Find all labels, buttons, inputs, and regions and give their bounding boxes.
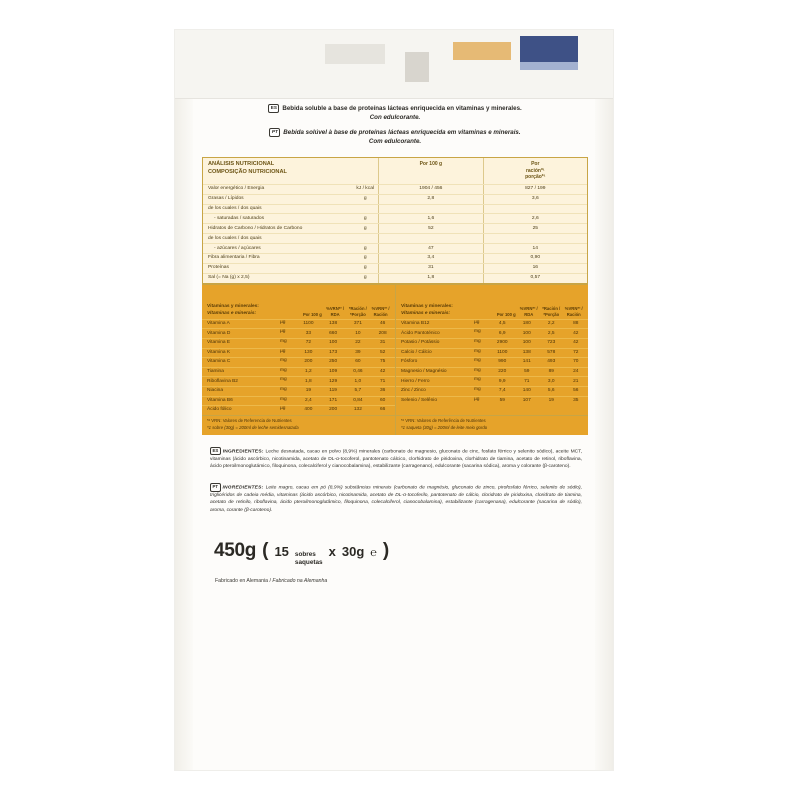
vitamin-vrn-portion: 71: [379, 378, 386, 384]
vitamins-right-col3: *Ración / *Porção: [542, 306, 561, 317]
vitamin-vrn-portion: 208: [378, 330, 387, 336]
weight-paren-close: ): [382, 540, 390, 562]
vitamin-name: Vitamina D: [207, 330, 231, 336]
vitamin-name: Potasio / Potássio: [401, 340, 440, 346]
nutrition-col-portion: [483, 158, 587, 184]
nutrition-row-per100: 52: [378, 224, 482, 233]
nutrition-row-per100: 1904 / 456: [378, 185, 482, 194]
nutrition-row: [203, 253, 587, 263]
nutrition-rows: [203, 184, 587, 283]
nutrition-row-unit: kJ / kcal: [356, 186, 375, 192]
vitamin-vrn-portion: 70: [573, 359, 579, 365]
claim-pt-sub: Com edulcorante.: [368, 137, 422, 145]
vitamin-name: Magnesio / Magnésio: [401, 368, 447, 374]
nutrition-row-per100: 2,8: [378, 195, 482, 204]
vitamin-unit: mg: [474, 387, 481, 393]
vitamin-row: [202, 338, 395, 348]
vitamin-per100: 4,5: [498, 320, 506, 326]
nutrition-row-portion: 25: [483, 224, 587, 233]
flag-pt-icon: PT: [269, 128, 280, 137]
vitamin-unit: µg: [474, 396, 480, 402]
vitamin-vrn-portion: 75: [379, 359, 386, 365]
nutrition-row: [203, 184, 587, 194]
nutrition-row-name: Fibra alimentaria / Fibra: [208, 255, 260, 261]
nutrition-row-unit: g: [363, 245, 367, 251]
vitamin-row: [202, 376, 395, 386]
vitamin-per100: 72: [305, 340, 312, 346]
nutrition-row-per100: [378, 234, 482, 243]
vitamin-row: [396, 319, 588, 329]
top-graphic-grey-band: [325, 44, 385, 64]
vitamin-vrn100: 109: [329, 368, 338, 374]
vitamin-row: [396, 376, 588, 386]
nutrition-row: [203, 194, 587, 204]
vitamins-column-left: [202, 285, 395, 415]
footnote-pt-1: *² VRN: Valores de Referência de Nutrientes: [401, 418, 486, 424]
nutrition-row: [203, 263, 587, 273]
vitamin-per100: 2,4: [305, 397, 312, 403]
nutrition-row-per100: 1,8: [378, 274, 482, 283]
vitamin-vrn-portion: 21: [573, 378, 579, 384]
vitamin-vrn100: 138: [329, 320, 338, 326]
vitamin-per100: 200: [304, 359, 313, 365]
nutrition-row-unit: g: [363, 265, 367, 271]
nutrition-row-portion: 14: [483, 244, 587, 253]
nutrition-row-portion: 3,6: [483, 195, 587, 204]
vitamin-row: [202, 396, 395, 406]
ingredients-pt: [202, 483, 588, 514]
multiply-symbol: x: [328, 544, 336, 560]
claim-es-text: Bebida soluble a base de proteínas lácteas enriquecida en vitaminas y minerales.: [282, 105, 522, 112]
vitamin-row: [396, 396, 588, 406]
vitamin-per100: 130: [304, 349, 313, 355]
vitamin-portion: 723: [547, 340, 556, 346]
vitamin-unit: µg: [280, 319, 286, 325]
sachet-count: 15: [274, 544, 289, 560]
vitamin-per100: 1,8: [305, 378, 312, 384]
vitamin-portion: 22: [355, 340, 361, 346]
vitamin-unit: µg: [280, 406, 286, 412]
vitamin-unit: mg: [474, 367, 481, 373]
claim-pt-row: [202, 128, 588, 137]
vitamin-vrn100: 171: [329, 397, 338, 403]
flag-pt-icon-ingredients: PT: [210, 483, 221, 491]
nutrition-row-name: - saturadas / saturados: [214, 215, 265, 221]
vitamin-unit: mg: [280, 367, 287, 373]
vitamin-row: [396, 386, 588, 396]
vitamins-right-title-pt: Vitaminas e minerais:: [401, 310, 451, 316]
vitamins-footnote-pt: [395, 416, 588, 435]
vitamins-left-header: [202, 285, 395, 319]
vitamins-left-title-es: Vitaminas y minerales:: [207, 304, 259, 310]
net-weight-value: 450g: [214, 540, 257, 562]
vitamin-vrn-portion: 31: [379, 340, 386, 346]
nutrition-row-name: - azúcares / açúcares: [214, 245, 261, 251]
vitamins-footnote-es: [202, 416, 395, 435]
vitamin-portion: 0,84: [353, 397, 363, 403]
sachet-unit-labels: [295, 551, 323, 569]
vitamin-per100: 1100: [497, 349, 508, 355]
package-top-panel: [175, 30, 613, 99]
vitamin-unit: mg: [474, 348, 481, 354]
vitamin-vrn100: 119: [329, 388, 337, 394]
vitamin-portion: 5,7: [354, 388, 362, 394]
footnote-pt-2: *1 saqueta (30g) = 200ml de leite meio gordo: [401, 424, 488, 430]
vitamin-vrn100: 71: [524, 378, 530, 384]
nutrition-table-header: [203, 158, 587, 184]
vitamin-name: Vitamina A: [207, 320, 230, 326]
vitamin-vrn-portion: 60: [379, 397, 386, 403]
vitamins-right-title: [401, 304, 479, 316]
nutrition-row-portion: 827 / 199: [483, 185, 587, 194]
ingredients-pt-label: INGREDIENTES:: [222, 485, 264, 491]
nutrition-row-name: de los cuales / dos quais: [208, 205, 262, 211]
vitamin-vrn100: 107: [522, 397, 531, 403]
origin-line: [202, 578, 588, 584]
vitamin-row: [202, 367, 395, 377]
vitamin-portion: 5,6: [547, 388, 555, 394]
nutrition-col-portion-l2: ración*¹: [525, 167, 545, 174]
top-graphic-dark-block: [405, 52, 429, 82]
vitamin-vrn-portion: 24: [573, 368, 579, 374]
vitamin-unit: mg: [280, 387, 287, 393]
vitamins-left-rows: [202, 319, 395, 415]
nutrition-title-pt: COMPOSIÇÃO NUTRICIONAL: [208, 168, 287, 175]
vitamins-right-col4: %VRN*² / Ración: [564, 306, 583, 317]
vitamin-per100: 19: [305, 388, 312, 394]
nutrition-title-cell: [203, 158, 378, 184]
vitamin-portion: 89: [548, 368, 554, 374]
vitamin-vrn100: 660: [329, 330, 338, 336]
vitamin-unit: mg: [280, 377, 287, 383]
nutrition-row-portion: 16: [483, 264, 587, 273]
vitamins-left-title: [207, 304, 285, 316]
vitamins-left-title-pt: Vitaminas e minerais:: [207, 310, 257, 316]
vitamins-left-col4: %VRN*² / Ración: [371, 306, 390, 317]
vitamin-vrn100: 100: [522, 340, 531, 346]
nutrition-row-portion: 0,57: [483, 274, 587, 283]
nutrition-title-es: ANÁLISIS NUTRICIONAL: [208, 161, 275, 168]
vitamin-vrn-portion: 66: [379, 407, 386, 413]
nutrition-row-unit: g: [363, 275, 367, 281]
vitamin-name: Vitamina E: [207, 340, 231, 346]
vitamins-right-title-es: Vitaminas y minerales:: [401, 304, 453, 310]
vitamin-name: Selenio / Selênio: [401, 397, 438, 403]
nutrition-col-portion-l3: porção*¹: [525, 174, 546, 181]
vitamin-portion: 371: [353, 320, 362, 326]
sachet-weight: 30g: [341, 544, 365, 560]
product-claims: [202, 104, 588, 146]
vitamin-vrn-portion: 42: [379, 368, 386, 374]
vitamin-unit: mg: [474, 338, 481, 344]
nutrition-row-per100: 1,6: [378, 214, 482, 223]
nutrition-row-unit: g: [363, 215, 367, 221]
vitamin-vrn100: 59: [524, 368, 530, 374]
nutrition-row-per100: [378, 205, 482, 214]
vitamin-row: [202, 405, 395, 415]
package-left-edge: [175, 30, 193, 770]
footnote-es-2: *1 sobre (30g) = 200ml de leche semidesnatada: [207, 424, 299, 430]
vitamin-name: Zinc / Zinco: [401, 388, 426, 394]
vitamin-unit: µg: [280, 329, 286, 335]
net-weight-block: [202, 540, 588, 569]
vitamins-footnotes: [202, 415, 588, 435]
nutrition-row-portion: 2,6: [483, 214, 587, 223]
vitamin-per100: 220: [498, 368, 507, 374]
vitamin-name: Ácido Pantoténico: [401, 330, 440, 336]
nutrition-row-name: de los cuales / dos quais: [208, 235, 262, 241]
vitamin-vrn100: 100: [522, 330, 531, 336]
estimated-sign-icon: ℮: [370, 547, 377, 560]
nutrition-row-name: Grasas / Lípidos: [208, 195, 244, 201]
vitamin-vrn100: 200: [329, 407, 338, 413]
nutrition-row-per100: 3,4: [378, 254, 482, 263]
vitamin-unit: mg: [280, 338, 287, 344]
vitamin-row: [202, 386, 395, 396]
vitamin-name: Ácido fólico: [207, 407, 232, 413]
vitamin-unit: mg: [474, 358, 481, 364]
vitamin-unit: µg: [474, 319, 480, 325]
vitamins-right-rows: [396, 319, 588, 405]
vitamin-name: Niacina: [207, 388, 223, 394]
claim-es-row: [202, 104, 588, 113]
vitamin-vrn100: 141: [522, 359, 531, 365]
vitamin-name: Vitamina K: [207, 349, 231, 355]
vitamin-vrn100: 250: [329, 359, 338, 365]
nutrition-table: [202, 157, 588, 284]
footnote-es-1: *² VRN: Valores de Referencia de Nutrientes: [207, 418, 292, 424]
vitamin-per100: 59: [499, 397, 505, 403]
nutrition-row-unit: [352, 205, 378, 214]
nutrition-row: [203, 223, 587, 233]
ingredients-es-label: INGREDIENTES:: [222, 449, 264, 455]
nutrition-row: [203, 233, 587, 243]
vitamins-left-col2: %VRN*² / RDA: [326, 306, 345, 317]
vitamin-name: Vitamina C: [207, 359, 231, 365]
vitamin-vrn100: 100: [329, 340, 338, 346]
nutrition-row: [203, 204, 587, 214]
nutrition-row: [203, 213, 587, 223]
vitamin-portion: 3,0: [547, 378, 555, 384]
vitamin-row: [396, 338, 588, 348]
top-graphic-blue-block: [520, 36, 578, 62]
nutrition-row-portion: [483, 234, 587, 243]
vitamin-row: [202, 328, 395, 338]
nutrition-row-unit: g: [363, 255, 367, 261]
claim-pt-text: Bebida solúvel à base de proteínas lácteas enriquecida em vitaminas e minerais.: [283, 128, 521, 136]
ingredients-es: [202, 447, 588, 471]
nutrition-row-unit: g: [363, 195, 367, 201]
vitamin-unit: mg: [474, 377, 481, 383]
vitamin-portion: 19: [548, 397, 554, 403]
nutrition-row-name: Hidratos de Carbono / Hidratos de Carbono: [208, 225, 303, 231]
vitamin-portion: 578: [547, 349, 556, 355]
vitamin-name: Riboflavina B2: [207, 378, 238, 384]
vitamin-unit: mg: [474, 329, 481, 335]
nutrition-row-name: Valor energético / Energia: [208, 186, 265, 192]
nutrition-col-portion-l1: Por: [531, 161, 540, 168]
vitamin-per100: 7,4: [498, 388, 506, 394]
vitamin-per100: 990: [498, 359, 507, 365]
vitamin-vrn-portion: 56: [573, 388, 579, 394]
vitamin-portion: 39: [355, 349, 361, 355]
vitamin-vrn-portion: 42: [573, 330, 579, 336]
vitamin-per100: 6,9: [498, 330, 506, 336]
vitamin-row: [396, 348, 588, 358]
vitamin-per100: 2900: [496, 340, 508, 346]
ingredients-es-text: Leche desnatada, cacao en polvo (8,9%) minerales (carbonato de magnesio, gluconato de cinc, fosfato férrico y selenito sódico), aceite MCT, vitaminas (ácido ascórbico, nicotinamida, acetato de DL-α-tocoferol, pantotenato cálcico, clorhidrato de piridoxina, clorhidrato de tiamina, acetato de retinol, riboflavina, ácido pteroilmonoglutámico, filoquinona, colecalciferol y cianocobalamina), estabilizante (carragenano), edulcorante (sacarina sódica), aroma y colorante (β-caroteno).: [210, 449, 582, 469]
vitamin-vrn-portion: 72: [573, 349, 579, 355]
claim-es-sub: Con edulcorante.: [369, 114, 421, 122]
vitamin-row: [396, 367, 588, 377]
vitamin-vrn100: 129: [329, 378, 338, 384]
nutrition-row-per100: 31: [378, 264, 482, 273]
nutrition-row: [203, 243, 587, 253]
vitamin-portion: 2,2: [547, 320, 555, 326]
vitamin-per100: 1100: [303, 320, 314, 326]
vitamin-vrn100: 138: [522, 349, 531, 355]
origin-es: Fabricado en Alemania /: [215, 578, 271, 585]
top-graphic-orange-band: [453, 42, 511, 60]
vitamins-right-col2: %VRN*² / RDA: [519, 306, 538, 317]
vitamin-portion: 1,0: [354, 378, 362, 384]
vitamins-right-col1: Por 100 g: [496, 311, 516, 317]
ingredients-pt-text: Leite magro, cacau em pó (8,9%) substâncias minerais (carbonato de magnésio, gluconato de zinco, pirofosfato férrico, selenito de sódio), triglicéridos de cadeia média, vitaminas (ácido ascórbico, nicotinamida, acetato de DL-α-tocoferilo, pantotenato de cálcio, cloridrato de piridoxina, cloridrato de tiamina, acetato de retinilo, riboflavina, ácido pteroilmonoglutâmico, filoquinona, colecalciferol, cianocobalamina), estabilizante (carragenana), edulcorante (sacarina de sódio), aroma, corante (β-caroteno).: [210, 485, 582, 513]
origin-pt: Fabricado na Alemanha: [272, 578, 328, 585]
vitamin-per100: 33: [305, 330, 312, 336]
vitamin-row: [202, 357, 395, 367]
vitamin-row: [396, 328, 588, 338]
vitamin-vrn-portion: 35: [573, 397, 579, 403]
vitamin-portion: 132: [353, 407, 362, 413]
vitamin-name: Hierro / Ferro: [401, 378, 430, 384]
vitamin-portion: 60: [355, 359, 361, 365]
package-right-edge: [595, 30, 613, 770]
vitamins-left-col1: Por 100 g: [302, 311, 322, 317]
flag-es-icon: ES: [268, 104, 279, 113]
vitamin-vrn100: 180: [522, 320, 531, 326]
vitamin-name: Calcio / Cálcio: [401, 349, 432, 355]
nutrition-row-unit: [352, 234, 378, 243]
vitamin-unit: mg: [280, 396, 287, 402]
vitamin-row: [202, 319, 395, 329]
nutrition-col-per100: [378, 158, 482, 184]
vitamin-portion: 0,46: [353, 368, 363, 374]
vitamin-portion: 493: [547, 359, 556, 365]
nutrition-row-name: Proteínas: [208, 265, 229, 271]
vitamin-vrn-portion: 52: [379, 349, 386, 355]
nutrition-row-per100: 47: [378, 244, 482, 253]
weight-paren-open: (: [262, 540, 269, 562]
vitamins-left-col3: *Ración / *Porção: [348, 306, 367, 317]
sachet-unit-es: sobres: [294, 551, 316, 559]
vitamin-vrn-portion: 46: [379, 320, 386, 326]
vitamin-name: Vitamina B12: [401, 320, 430, 326]
vitamin-vrn100: 140: [522, 388, 531, 394]
nutrition-col-per100-label: Por 100 g: [419, 161, 443, 168]
vitamins-table: [202, 284, 588, 415]
nutrition-row-unit: g: [363, 225, 367, 231]
nutrition-row-portion: 0,90: [483, 254, 587, 263]
vitamin-unit: mg: [280, 358, 287, 364]
vitamin-portion: 2,5: [547, 330, 555, 336]
nutrition-row-portion: [483, 205, 587, 214]
vitamin-unit: µg: [280, 348, 286, 354]
vitamin-name: Fósforo: [401, 359, 418, 365]
vitamins-right-header: [396, 285, 588, 319]
flag-es-icon-ingredients: ES: [210, 447, 221, 455]
vitamin-per100: 9,9: [498, 378, 506, 384]
vitamins-column-right: [395, 285, 588, 415]
nutrition-row: [203, 273, 587, 283]
vitamin-name: Tiamina: [207, 368, 224, 374]
sachet-unit-pt: saquetas: [294, 559, 323, 567]
vitamin-vrn100: 173: [329, 349, 338, 355]
vitamin-vrn-portion: 42: [573, 340, 579, 346]
vitamin-name: Vitamina B6: [207, 397, 233, 403]
vitamin-portion: 10: [355, 330, 361, 336]
vitamin-row: [396, 357, 588, 367]
vitamin-per100: 400: [304, 407, 313, 413]
nutrition-row-name: Sal (= Na (g) x 2,5): [208, 275, 250, 281]
back-panel-content: [202, 104, 588, 584]
top-graphic-blue-strip: [520, 62, 578, 70]
vitamin-row: [202, 348, 395, 358]
vitamin-per100: 1,2: [305, 368, 312, 374]
vitamin-vrn-portion: 36: [379, 388, 386, 394]
vitamin-vrn-portion: 88: [573, 320, 579, 326]
